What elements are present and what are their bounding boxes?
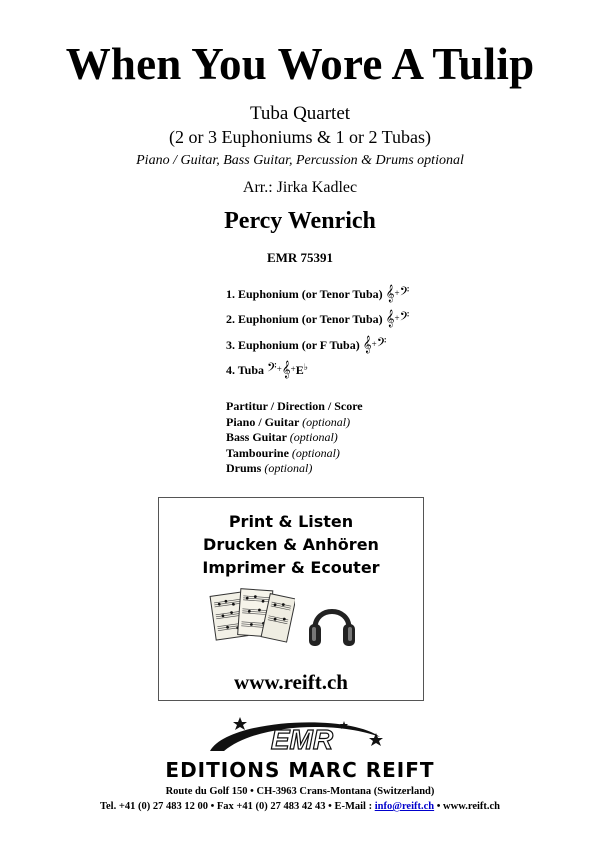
logo-text: EMR xyxy=(270,724,334,755)
material-item xyxy=(226,461,363,477)
sheet-music-icon xyxy=(209,586,295,646)
promo-line-drucken: Drucken & Anhören xyxy=(203,535,379,554)
material-note: (optional) xyxy=(264,461,313,475)
promo-website[interactable]: www.reift.ch xyxy=(234,670,348,694)
optional-instruments: Piano / Guitar, Bass Guitar, Percussion & Drums optional xyxy=(136,153,464,168)
part-1 xyxy=(226,284,409,302)
material-note: (optional) xyxy=(291,445,340,460)
arranger: Arr.: Jirka Kadlec xyxy=(242,179,358,196)
promo-line-print: Print & Listen xyxy=(228,512,354,531)
material-label: Partitur / Direction / Score xyxy=(226,399,363,413)
material-label: Drums xyxy=(226,461,262,475)
email-link[interactable]: info@reift.ch xyxy=(374,801,435,812)
footer-address: Route du Golf 150 • CH-3963 Crans-Montana (Switzerland) xyxy=(165,786,435,797)
footer-contact xyxy=(0,801,600,812)
instrumentation: (2 or 3 Euphoniums & 1 or 2 Tubas) xyxy=(168,127,431,147)
treble-clef-icon: 𝄞 xyxy=(385,309,395,327)
bass-clef-icon: 𝄢 xyxy=(376,335,387,353)
material-label: Tambourine xyxy=(226,445,289,460)
materials-list xyxy=(226,399,363,477)
title: When You Wore A Tulip xyxy=(65,39,535,89)
subtitle: Tuba Quartet xyxy=(249,103,351,124)
footer-contact-prefix: Tel. +41 (0) 27 483 12 00 • Fax +41 (0) 27 483 42 43 • E-Mail : xyxy=(99,801,375,812)
material-item xyxy=(226,430,363,446)
flat-icon: ♭ xyxy=(303,362,308,372)
part-label: 1. Euphonium (or Tenor Tuba) xyxy=(226,287,383,301)
promo-line-imprimer: Imprimer & Ecouter xyxy=(202,558,380,577)
bass-clef-icon: 𝄢 xyxy=(267,360,277,378)
plus-icon: + xyxy=(290,364,296,374)
treble-clef-icon: 𝄞 xyxy=(362,335,372,353)
material-note: (optional) xyxy=(302,414,351,429)
plus-icon: + xyxy=(394,313,400,323)
promo-box xyxy=(158,497,424,701)
material-item xyxy=(226,399,363,415)
plus-icon: + xyxy=(394,288,400,298)
plus-icon: + xyxy=(276,364,282,374)
treble-clef-icon: 𝄞 xyxy=(385,284,395,302)
bass-clef-icon: 𝄢 xyxy=(399,309,410,327)
material-item xyxy=(226,446,363,462)
publisher-name: EDITIONS MARC REIFT xyxy=(165,758,435,782)
part-label: 4. Tuba xyxy=(226,363,265,377)
composer: Percy Wenrich xyxy=(224,208,376,234)
part-3 xyxy=(226,335,386,353)
footer-contact-suffix: • www.reift.ch xyxy=(434,801,501,812)
material-label: Bass Guitar xyxy=(226,430,287,444)
treble-clef-icon: 𝄞 xyxy=(281,360,291,378)
emr-logo xyxy=(198,713,398,762)
catalog-code: EMR 75391 xyxy=(266,250,334,265)
plus-icon: + xyxy=(371,339,377,349)
part-2 xyxy=(226,309,409,327)
part-label: 2. Euphonium (or Tenor Tuba) xyxy=(226,312,383,326)
bass-clef-icon: 𝄢 xyxy=(399,284,410,302)
material-label: Piano / Guitar xyxy=(226,414,300,429)
material-note: (optional) xyxy=(289,430,338,444)
headphones-icon xyxy=(307,594,357,650)
part-label: 3. Euphonium (or F Tuba) xyxy=(226,338,360,352)
part-4 xyxy=(226,360,308,378)
key-label: E xyxy=(295,363,304,377)
material-item xyxy=(226,415,363,431)
emr-logo-swoosh-icon xyxy=(198,713,398,757)
